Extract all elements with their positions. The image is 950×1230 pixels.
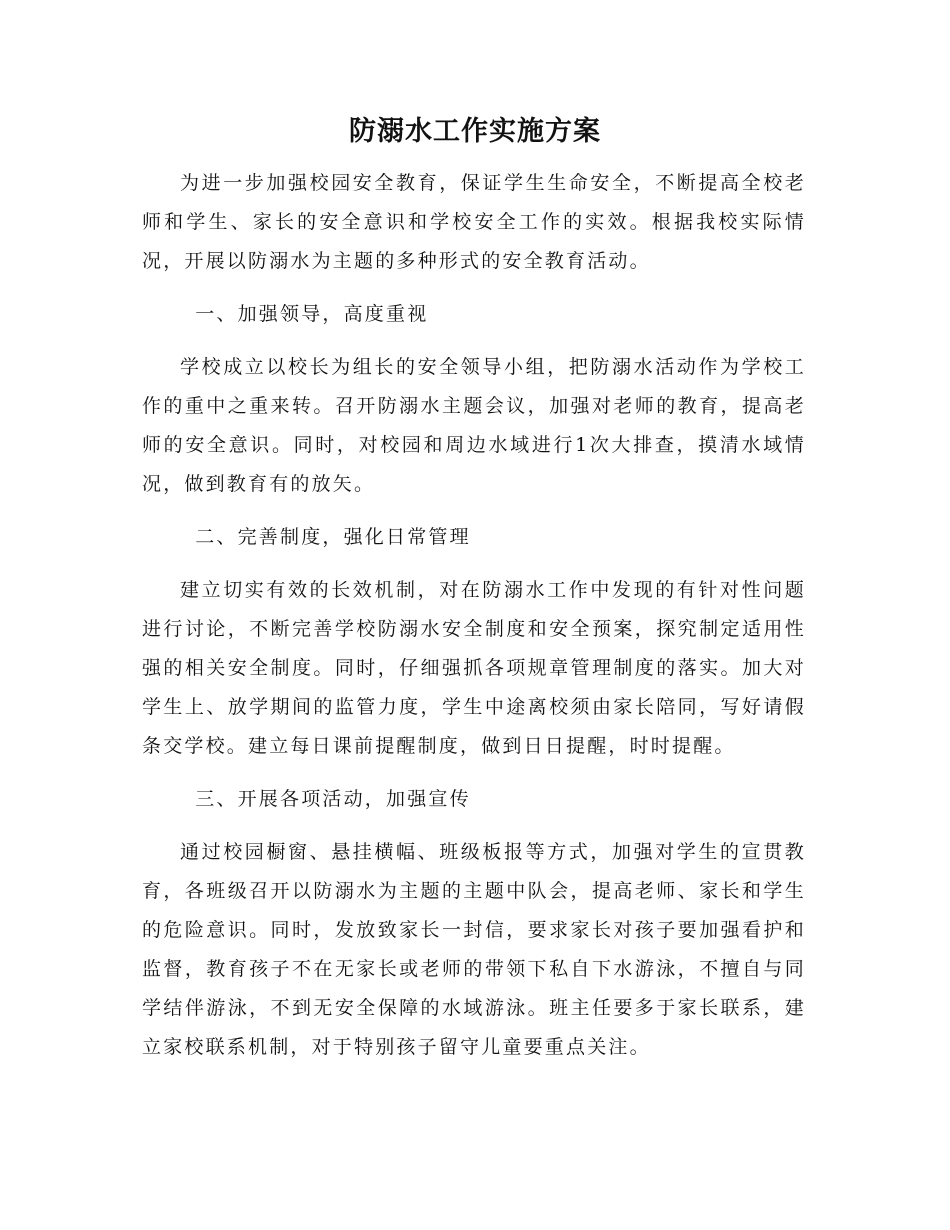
document-body <box>142 164 806 1081</box>
section-paragraph-2: 建立切实有效的长效机制，对在防溺水工作中发现的有针对性问题进行讨论，不断完善学校防溺水安全制度和安全预案，探究制定适用性强的相关安全制度。同时，仔细强抓各项规章管理制度的落实。加大对学生上、放学期间的监管力度，学生中途离校须由家长陪同，写好请假条交学校。建立每日课前提醒制度，做到日日提醒，时时提醒。 <box>142 579 806 757</box>
document-title: 防溺水工作实施方案 <box>349 116 601 147</box>
section-paragraph-1: 学校成立以校长为组长的安全领导小组，把防溺水活动作为学校工作的重中之重来转。召开防溺水主题会议，加强对老师的教育，提高老师的安全意识。同时，对校园和周边水域进行1次大排查，摸清水域情况，做到教育有的放矢。 <box>142 356 806 495</box>
intro-paragraph: 为进一步加强校园安全教育，保证学生生命安全，不断提高全校老师和学生、家长的安全意识和学校安全工作的实效。根据我校实际情况，开展以防溺水为主题的多种形式的安全教育活动。 <box>142 172 806 272</box>
section-paragraph-3: 通过校园橱窗、悬挂横幅、班级板报等方式，加强对学生的宣贯教育，各班级召开以防溺水为主题的主题中队会，提高老师、家长和学生的危险意识。同时，发放致家长一封信，要求家长对孩子要加强看护和监督，教育孩子不在无家长或老师的带领下私自下水游泳，不擅自与同学结伴游泳，不到无安全保障的水域游泳。班主任要多于家长联系，建立家校联系机制，对于特别孩子留守儿童要重点关注。 <box>142 841 806 1058</box>
section-heading-2: 二、完善制度，强化日常管理 <box>195 526 471 548</box>
section-heading-3: 三、开展各项活动，加强宣传 <box>195 788 471 810</box>
section-heading-1: 一、加强领导，高度重视 <box>195 303 429 325</box>
